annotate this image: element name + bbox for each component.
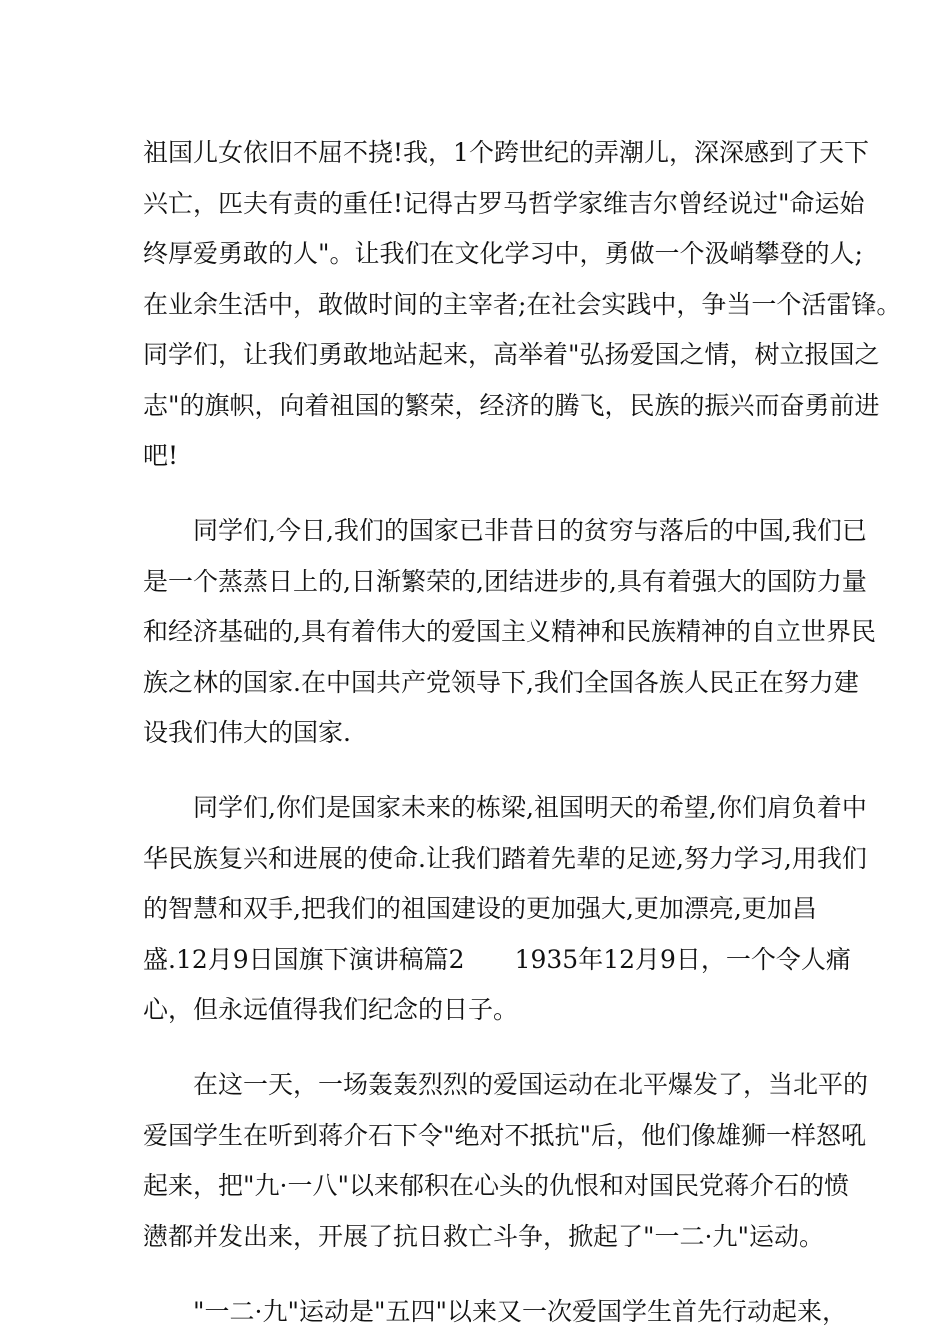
text-line: 同学们,今日,我们的国家已非昔日的贫穷与落后的中国,我们已 [193, 516, 867, 545]
paragraph-5 [143, 1287, 847, 1338]
text-line: 懑都并发出来，开展了抗日救亡斗争，掀起了"一二·九"运动。 [143, 1221, 824, 1251]
paragraph-3 [143, 783, 867, 1036]
text-line: 吧! [143, 441, 179, 470]
text-line: 在这一天，一场轰轰烈烈的爱国运动在北平爆发了，当北平的 [193, 1070, 869, 1099]
text-line: 兴亡，匹夫有责的重任!记得古罗马哲学家维吉尔曾经说过"命运始 [143, 188, 865, 218]
text-line: 设我们伟大的国家. [143, 718, 351, 747]
text-line: 终厚爱勇敢的人"。让我们在文化学习中，勇做一个汲峭攀登的人; [143, 239, 863, 268]
text-line: 志"的旗帜，向着祖国的繁荣，经济的腾飞，民族的振兴而奋勇前进 [143, 390, 880, 420]
paragraph-1 [143, 128, 902, 482]
text-line: 祖国儿女依旧不屈不挠!我，1个跨世纪的弄潮儿，深深感到了天下 [143, 138, 869, 167]
document-body [143, 128, 902, 1337]
paragraph-4 [143, 1060, 869, 1262]
text-line: 在业余生活中，敢做时间的主宰者;在社会实践中，争当一个活雷锋。 [143, 289, 902, 319]
text-line: 华民族复兴和进展的使命.让我们踏着先辈的足迹,努力学习,用我们 [143, 843, 867, 873]
text-line: 是一个蒸蒸日上的,日渐繁荣的,团结进步的,具有着强大的国防力量 [143, 566, 867, 596]
text-line: 起来，把"九·一八"以来郁积在心头的仇恨和对国民党蒋介石的愤 [143, 1171, 849, 1200]
text-line: 同学们，让我们勇敢地站起来，高举着"弘扬爱国之情，树立报国之 [143, 340, 880, 369]
paragraph-2 [143, 506, 876, 759]
text-line: 盛.12月9日国旗下演讲稿篇2 1935年12月9日，一个令人痛 [143, 944, 851, 974]
text-line: 爱国学生在听到蒋介石下令"绝对不抵抗"后，他们像雄狮一样怒吼 [143, 1120, 867, 1150]
text-line: 的智慧和双手,把我们的祖国建设的更加强大,更加漂亮,更加昌 [143, 894, 817, 923]
text-line: "一二·九"运动是"五四"以来又一次爱国学生首先行动起来， [193, 1296, 847, 1326]
text-line: 心，但永远值得我们纪念的日子。 [143, 995, 519, 1024]
text-line: 同学们,你们是国家未来的栋梁,祖国明天的希望,你们肩负着中 [193, 793, 867, 822]
text-line: 族之林的国家.在中国共产党领导下,我们全国各族人民正在努力建 [143, 667, 859, 697]
text-line: 和经济基础的,具有着伟大的爱国主义精神和民族精神的自立世界民 [143, 617, 876, 646]
